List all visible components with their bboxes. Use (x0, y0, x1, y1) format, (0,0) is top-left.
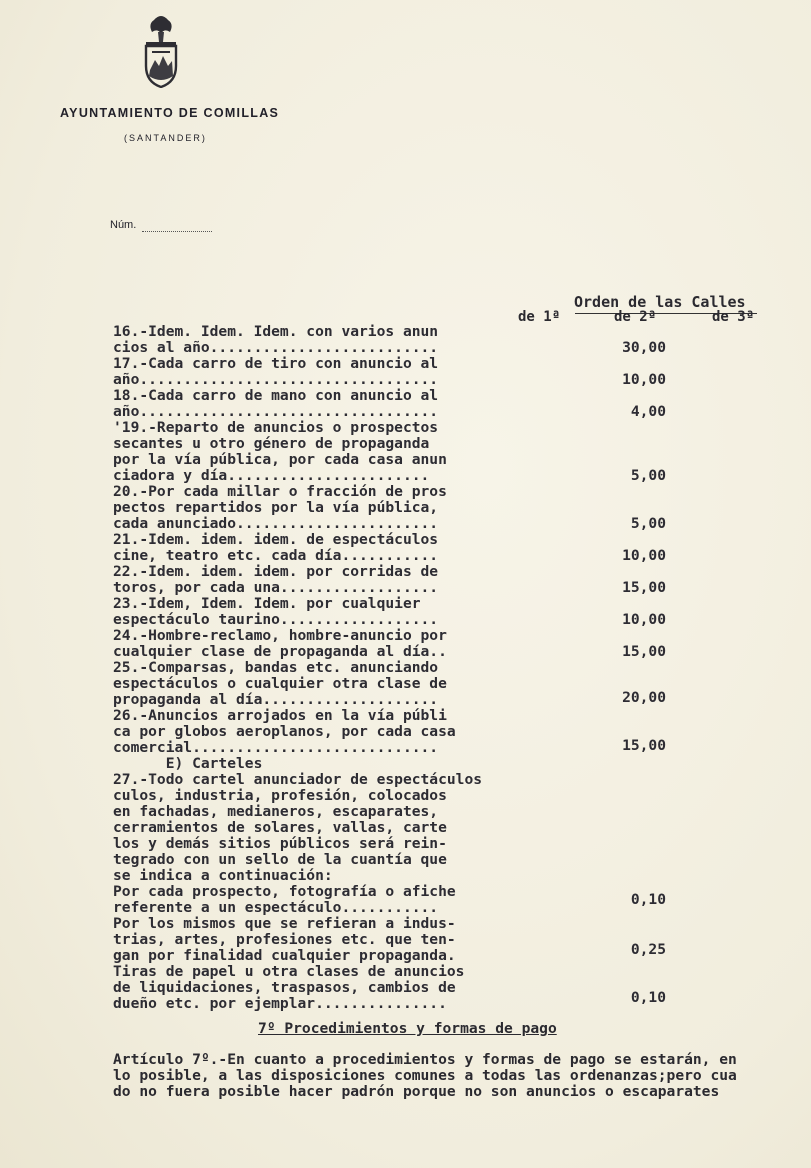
section-title-payment: 7º Procedimientos y formas de pago (258, 1020, 557, 1037)
organization-province: (SANTANDER) (124, 133, 207, 143)
text-line: espectáculos o cualquier otra clase de (113, 675, 447, 692)
article-line: Artículo 7º.-En cuanto a procedimientos y formas de pago se estarán, en (113, 1051, 737, 1068)
table-header-title: Orden de las Calles (574, 293, 746, 311)
text-line: 17.-Cada carro de tiro con anuncio al (113, 355, 439, 372)
text-line: Por cada prospecto, fotografía o afiche (113, 883, 456, 900)
number-field-line (142, 231, 212, 232)
text-line: 25.-Comparsas, bandas etc. anunciando (113, 659, 439, 676)
text-line: año.................................. (113, 403, 439, 420)
text-line: los y demás sitios públicos será rein- (113, 835, 447, 852)
text-line: 16.-Idem. Idem. Idem. con varios anun (113, 323, 439, 340)
text-line: cualquier clase de propaganda al día.. (113, 643, 447, 660)
fee-amount: 5,00 (630, 467, 666, 484)
text-line: comercial............................ (113, 739, 439, 756)
fee-amount: 10,00 (622, 371, 666, 388)
fee-amount: 10,00 (622, 611, 666, 628)
text-line: 27.-Todo cartel anunciador de espectáculos (113, 771, 483, 788)
text-line: de liquidaciones, traspasos, cambios de (113, 979, 456, 996)
fee-amount: 0,10 (630, 891, 666, 908)
section-heading-carteles: E) Carteles (113, 755, 263, 772)
text-line: Por los mismos que se refieran a indus- (113, 915, 456, 932)
text-line: año.................................. (113, 371, 439, 388)
fee-amount: 0,10 (630, 989, 666, 1006)
text-line: ca por globos aeroplanos, por cada casa (113, 723, 456, 740)
text-line: ciadora y día....................... (113, 467, 430, 484)
text-line: 23.-Idem, Idem. Idem. por cualquier (113, 595, 421, 612)
fee-amount: 30,00 (622, 339, 666, 356)
number-label: Núm. (110, 219, 137, 231)
text-line: secantes u otro género de propaganda (113, 435, 430, 452)
text-line: toros, por cada una.................. (113, 579, 439, 596)
fee-amount: 5,00 (630, 515, 666, 532)
text-line: 21.-Idem. idem. idem. de espectáculos (113, 531, 439, 548)
fee-amount: 15,00 (622, 579, 666, 596)
text-line: 24.-Hombre-reclamo, hombre-anuncio por (113, 627, 447, 644)
text-line: cada anunciado....................... (113, 515, 439, 532)
column-header-2: de 2ª (614, 309, 657, 325)
column-header-3: de 3ª (712, 309, 755, 325)
text-line: espectáculo taurino.................. (113, 611, 439, 628)
text-line: propaganda al día.................... (113, 691, 439, 708)
text-line: 20.-Por cada millar o fracción de pros (113, 483, 447, 500)
text-line: dueño etc. por ejemplar............... (113, 995, 447, 1012)
text-line: ꞌ19.-Reparto de anuncios o prospectos (113, 419, 439, 436)
fee-amount: 10,00 (622, 547, 666, 564)
text-line: referente a un espectáculo........... (113, 899, 439, 916)
text-line: 22.-Idem. idem. idem. por corridas de (113, 563, 439, 580)
text-line: Tiras de papel u otra clases de anuncios (113, 963, 465, 980)
column-header-1: de 1ª (518, 309, 561, 325)
text-line: gan por finalidad cualquier propaganda. (113, 947, 456, 964)
text-line: cios al año.......................... (113, 339, 439, 356)
organization-name: AYUNTAMIENTO DE COMILLAS (60, 106, 280, 120)
coat-of-arms-icon (140, 14, 182, 88)
text-line: en fachadas, medianeros, escaparates, (113, 803, 439, 820)
fee-amount: 15,00 (622, 643, 666, 660)
fee-amount: 0,25 (630, 941, 666, 958)
fee-amount: 4,00 (630, 403, 666, 420)
text-line: cine, teatro etc. cada día........... (113, 547, 439, 564)
fee-amount: 15,00 (622, 737, 666, 754)
fee-amount: 20,00 (622, 689, 666, 706)
text-line: pectos repartidos por la vía pública, (113, 499, 439, 516)
text-line: se indica a continuación: (113, 867, 333, 884)
text-line: culos, industria, profesión, colocados (113, 787, 447, 804)
text-line: por la vía pública, por cada casa anun (113, 451, 447, 468)
text-line: tegrado con un sello de la cuantía que (113, 851, 447, 868)
text-line: trias, artes, profesiones etc. que ten- (113, 931, 456, 948)
text-line: cerramientos de solares, vallas, carte (113, 819, 447, 836)
article-line: lo posible, a las disposiciones comunes a todas las ordenanzas;pero cua (113, 1067, 737, 1084)
article-line: do no fuera posible hacer padrón porque no son anuncios o escaparates (113, 1083, 720, 1100)
text-line: 18.-Cada carro de mano con anuncio al (113, 387, 439, 404)
text-line: 26.-Anuncios arrojados en la vía públi (113, 707, 447, 724)
